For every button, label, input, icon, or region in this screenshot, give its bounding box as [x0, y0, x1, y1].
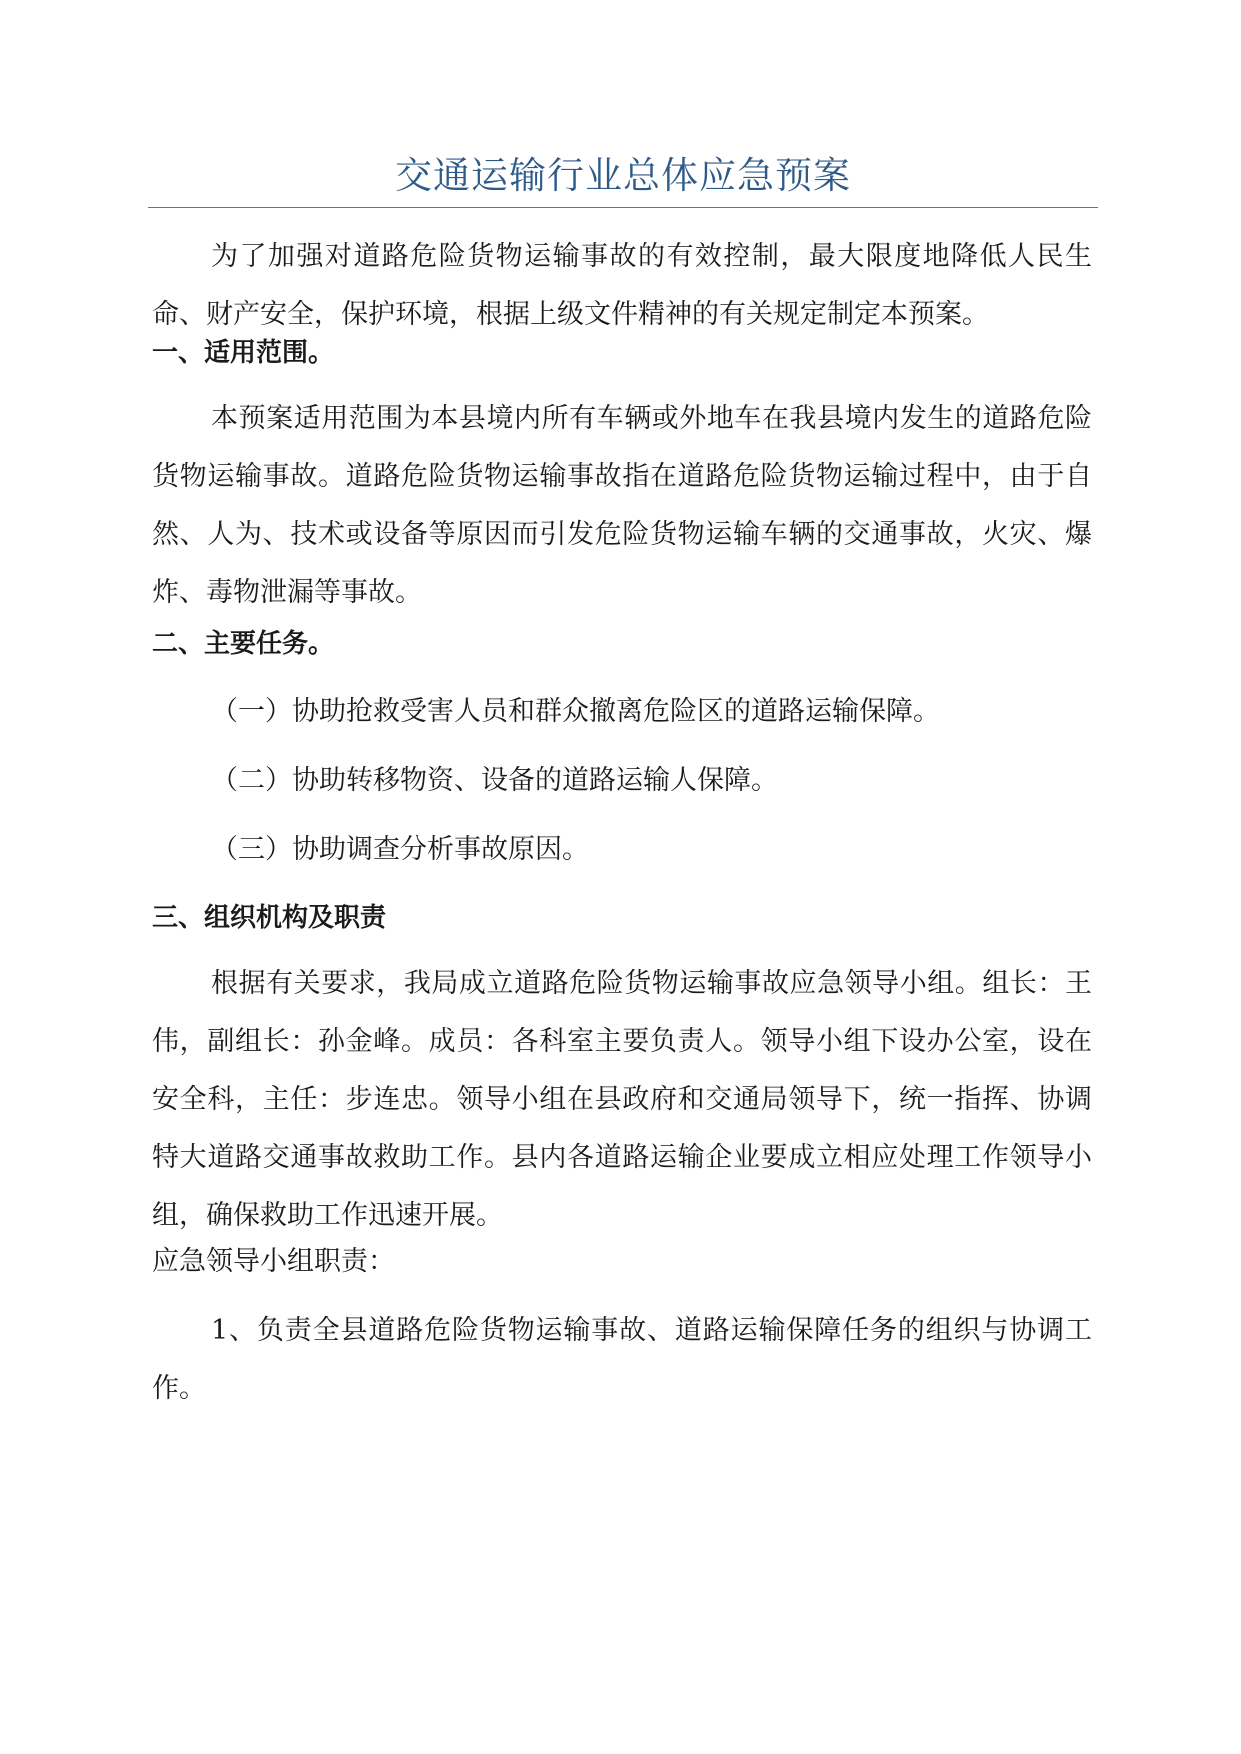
section-3-body: 根据有关要求，我局成立道路危险货物运输事故应急领导小组。组长：王伟，副组长：孙金峰。成员：各科室主要负责人。领导小组下设办公室，设在安全科，主任：步连忠。领导小组在县政府和交通局领导下，统一指挥、协调特大道路交通事故救助工作。县内各道路运输企业要成立相应处理工作领导小组，确保救助工作迅速开展。 — [152, 968, 1092, 1231]
intro-paragraph: 为了加强对道路危险货物运输事故的有效控制，最大限度地降低人民生命、财产安全，保护环境，根据上级文件精神的有关规定制定本预案。 — [152, 241, 1092, 330]
duty-item-1: 1、负责全县道路危险货物运输事故、道路运输保障任务的组织与协调工作。 — [152, 1315, 1092, 1404]
task-item-2: （二）协助转移物资、设备的道路运输人保障。 — [211, 765, 778, 796]
section-2-heading: 二、主要任务。 — [152, 629, 335, 659]
section-1-heading: 一、适用范围。 — [152, 338, 335, 368]
title-underline — [148, 207, 1098, 208]
section-3-heading: 三、组织机构及职责 — [152, 903, 387, 933]
document-title: 交通运输行业总体应急预案 — [395, 154, 851, 197]
section-1-body: 本预案适用范围为本县境内所有车辆或外地车在我县境内发生的道路危险货物运输事故。道路危险货物运输事故指在道路危险货物运输过程中，由于自然、人为、技术或设备等原因而引发危险货物运输车辆的交通事故，火灾、爆炸、毒物泄漏等事故。 — [152, 403, 1092, 608]
task-item-1: （一）协助抢救受害人员和群众撤离危险区的道路运输保障。 — [211, 696, 940, 727]
duties-label: 应急领导小组职责： — [152, 1246, 395, 1277]
task-item-3: （三）协助调查分析事故原因。 — [211, 834, 589, 865]
